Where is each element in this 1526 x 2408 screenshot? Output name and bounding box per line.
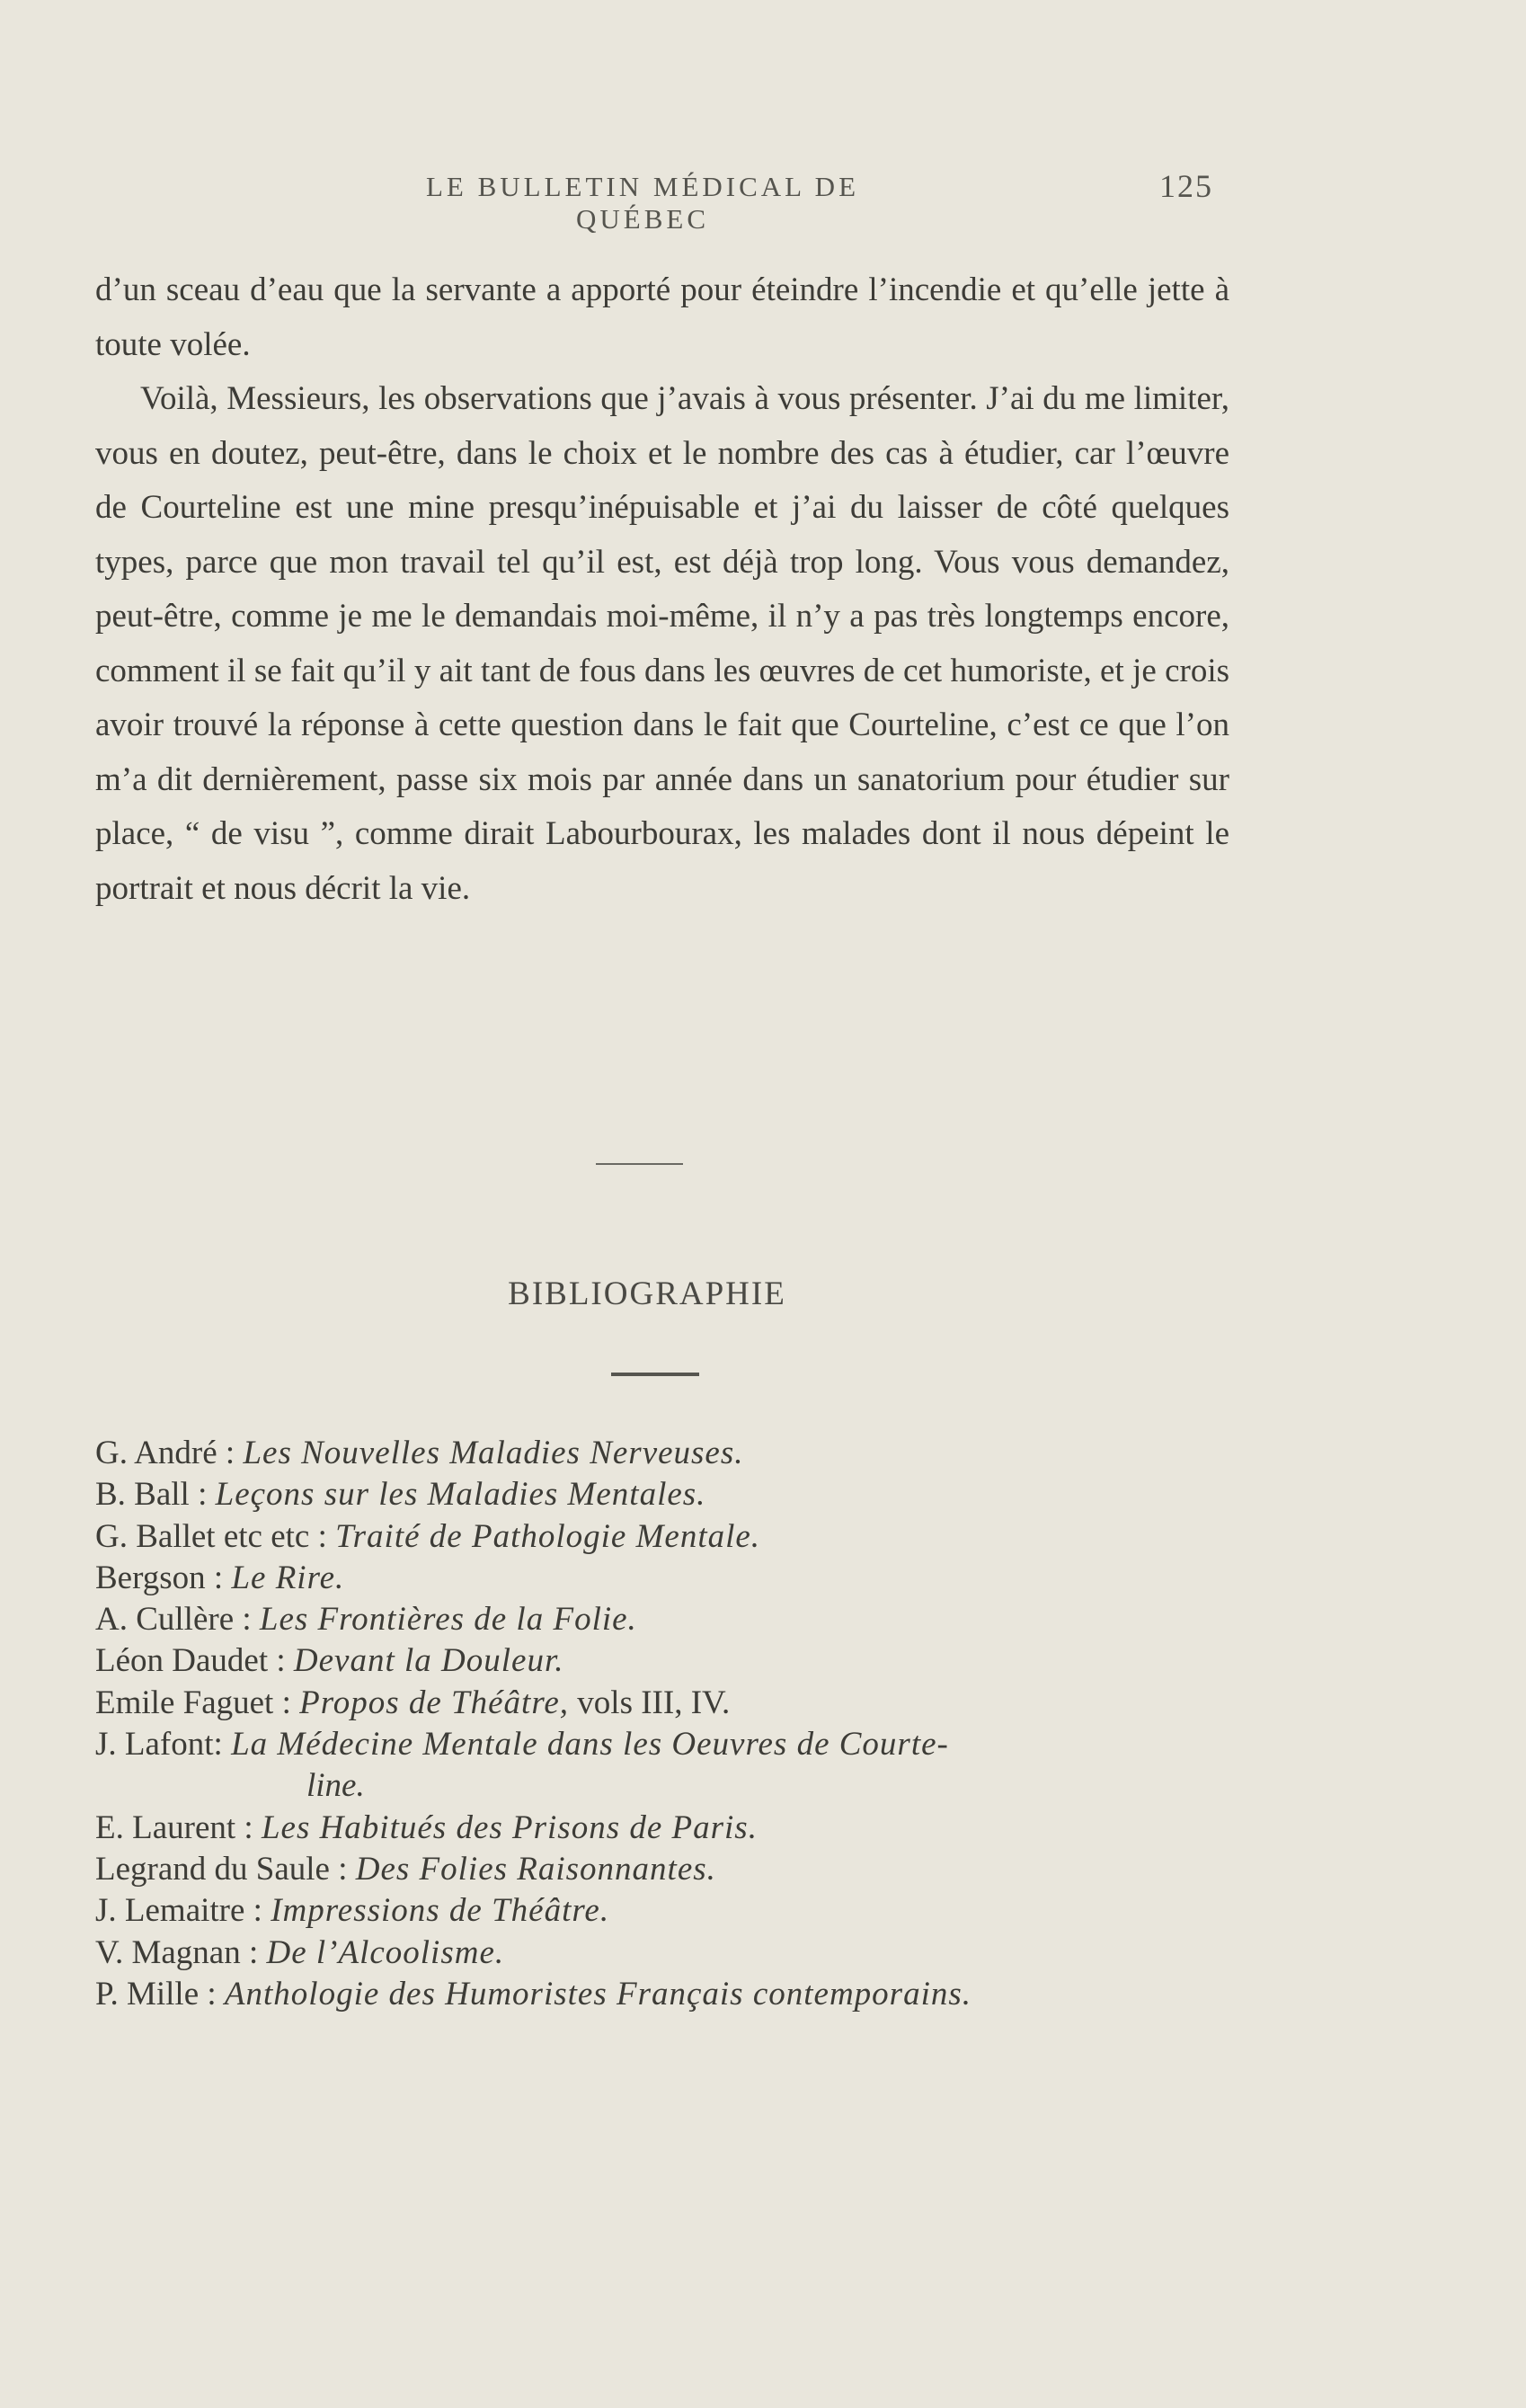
bibliography-entry bbox=[95, 1516, 1264, 1558]
entry-author: J. Lemaitre : bbox=[95, 1892, 262, 1930]
entry-author: G. André : bbox=[95, 1435, 235, 1471]
bibliography-entry bbox=[95, 1974, 1264, 2015]
body-text bbox=[95, 263, 1229, 916]
entry-extra: vols III, IV. bbox=[577, 1684, 731, 1721]
entry-author: V. Magnan : bbox=[95, 1933, 259, 1971]
entry-title: Le Rire. bbox=[231, 1559, 345, 1596]
bibliography-list bbox=[95, 1433, 1264, 2015]
bibliography-entry bbox=[95, 1683, 1264, 1724]
running-head: LE BULLETIN MÉDICAL DE QUÉBEC bbox=[425, 171, 860, 235]
bibliography-entry bbox=[95, 1599, 1264, 1640]
entry-title: Propos de Théâtre, bbox=[299, 1684, 570, 1721]
entry-title: De l’Alcoolisme. bbox=[266, 1933, 505, 1971]
entry-author: A. Cullère : bbox=[95, 1601, 252, 1639]
bibliography-entry bbox=[95, 1640, 1264, 1682]
entry-author: Emile Faguet : bbox=[95, 1684, 291, 1721]
bibliography-entry bbox=[95, 1808, 1264, 1849]
heading-underline bbox=[611, 1373, 699, 1376]
bibliography-heading: BIBLIOGRAPHIE bbox=[508, 1275, 786, 1312]
bibliography-entry bbox=[95, 1890, 1264, 1932]
section-divider bbox=[596, 1163, 683, 1165]
bibliography-entry bbox=[95, 1433, 1264, 1474]
bibliography-entry bbox=[95, 1724, 1264, 1808]
entry-author: Legrand du Saule : bbox=[95, 1850, 348, 1888]
page-number: 125 bbox=[1159, 168, 1213, 204]
entry-author: E. Laurent : bbox=[95, 1808, 253, 1846]
entry-author: J. Lafont: bbox=[95, 1726, 223, 1764]
bibliography-entry bbox=[95, 1933, 1264, 1974]
bibliography-entry bbox=[95, 1558, 1264, 1599]
entry-title: Les Frontières de la Folie. bbox=[259, 1601, 637, 1639]
entry-author: Léon Daudet : bbox=[95, 1642, 286, 1680]
entry-author: G. Ballet etc etc : bbox=[95, 1517, 327, 1555]
bibliography-entry bbox=[95, 1849, 1264, 1890]
paragraph: Voilà, Messieurs, les observations que j’avais à vous présenter. J’ai du me limiter, vous en doutez, peut-être, dans le choix et le nombre des cas à étudier, car l’œuvre de Courteline est une mine presqu’inépuisable et j’ai du laisser de côté quelques types, parce que mon travail tel qu’il est, est déjà trop long. Vous vous demandez, peut-être, comme je me le demandais moi-même, il n’y a pas très longtemps encore, comment il se fait qu’il y ait tant de fous dans les œuvres de cet humoriste, et je crois avoir trouvé la réponse à cette question dans le fait que Courteline, c’est ce que l’on m’a dit dernièrement, passe six mois par année dans un sanatorium pour étudier sur place, “ de visu ”, comme dirait Labourbourax, les malades dont il nous dépeint le portrait et nous décrit la vie. bbox=[95, 380, 1229, 907]
entry-title: Les Habitués des Prisons de Paris. bbox=[261, 1808, 758, 1846]
entry-title: Impressions de Théâtre. bbox=[271, 1892, 610, 1930]
entry-title: Devant la Douleur. bbox=[293, 1642, 564, 1680]
entry-title: Anthologie des Humoristes Français contemporains. bbox=[224, 1975, 971, 2013]
entry-title-continuation: line. bbox=[306, 1767, 365, 1805]
entry-title: La Médecine Mentale dans les Oeuvres de Courte- bbox=[231, 1726, 949, 1764]
paragraph: d’un sceau d’eau que la servante a apporté pour éteindre l’incendie et qu’elle jette à toute volée. bbox=[95, 271, 1229, 363]
entry-title: Traité de Pathologie Mentale. bbox=[335, 1517, 761, 1555]
entry-author: Bergson : bbox=[95, 1559, 224, 1596]
bibliography-entry bbox=[95, 1474, 1264, 1515]
entry-title: Les Nouvelles Maladies Nerveuses. bbox=[243, 1435, 744, 1471]
entry-author: B. Ball : bbox=[95, 1476, 208, 1514]
entry-title: Leçons sur les Maladies Mentales. bbox=[215, 1476, 706, 1514]
entry-title: Des Folies Raisonnantes. bbox=[355, 1850, 716, 1888]
entry-author: P. Mille : bbox=[95, 1975, 217, 2013]
